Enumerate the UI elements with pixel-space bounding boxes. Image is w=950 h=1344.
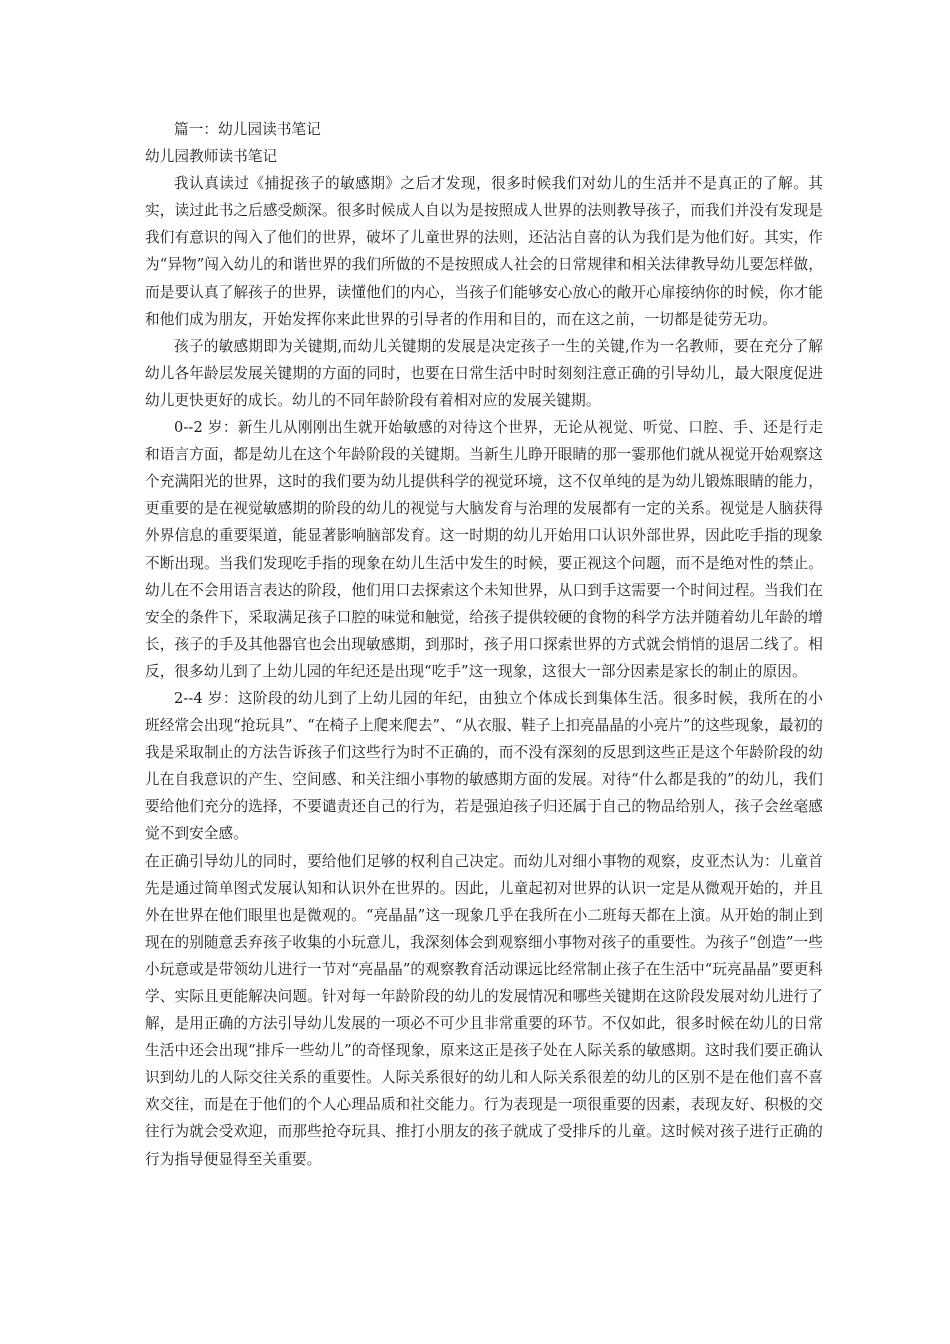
paragraph-sensitive-period: 孩子的敏感期即为关键期,而幼儿关键期的发展是决定孩子一生的关键,作为一名教师，要在充分了解幼儿各年龄层发展关键期的方面的同时，也要在日常生活中时时刻刻注意正确的引导幼儿，最大限度促进幼儿更快更好的成长。幼儿的不同年龄阶段有着相对应的发展关键期。 [145,337,823,409]
document-page [145,116,823,1173]
paragraph-guidance: 在正确引导幼儿的同时，要给他们足够的权利自己决定。而幼儿对细小事物的观察，皮亚杰认为：儿童首先是通过简单图式发展认知和认识外在世界的。因此，儿童起初对世界的认识一定是从微观开始的，并且外在世界在他们眼里也是微观的。“亮晶晶”这一现象几乎在我所在小二班每天都在上演。从开始的制止到现在的别随意丢弃孩子收集的小玩意儿，我深刻体会到观察细小事物对孩子的重要性。为孩子“创造”一些小玩意或是带领幼儿进行一节对“亮晶晶”的观察教育活动课远比经常制止孩子在生活中“玩亮晶晶”要更科学、实际且更能解决问题。针对每一年龄阶段的幼儿的发展情况和哪些关键期在这阶段发展对幼儿进行了解，是用正确的方法引导幼儿发展的一项必不可少且非常重要的环节。不仅如此，很多时候在幼儿的日常生活中还会出现“排斥一些幼儿”的奇怪现象，原来这正是孩子处在人际关系的敏感期。这时我们要正确认识到幼儿的人际交往关系的重要性。人际关系很好的幼儿和人际关系很差的幼儿的区别不是在他们喜不喜欢交往，而是在于他们的个人心理品质和社交能力。行为表现是一项很重要的因素，表现友好、积极的交往行为就会受欢迎，而那些抢夺玩具、推打小朋友的孩子就成了受排斥的儿童。这时候对孩子进行正确的行为指导便显得至关重要。 [145,852,823,1168]
paragraph-age-0-2: 0--2 岁：新生儿从刚刚出生就开始敏感的对待这个世界，无论从视觉、听觉、口腔、手、还是行走和语言方面，都是幼儿在这个年龄阶段的关键期。当新生儿睁开眼睛的那一霎那他们就从视觉开始观察这个充满阳光的世界，这时的我们要为幼儿提供科学的视觉环境，这不仅单纯的是为幼儿锻炼眼睛的能力，更重要的是在视觉敏感期的阶段的幼儿的视觉与大脑发育与治理的发展都有一定的关系。视觉是人脑获得外界信息的重要渠道，能显著影响脑部发育。这一时期的幼儿开始用口认识外部世界，因此吃手指的现象不断出现。当我们发现吃手指的现象在幼儿生活中发生的时候，要正视这个问题，而不是绝对性的禁止。幼儿在不会用语言表达的阶段，他们用口去探索这个未知世界，从口到手这需要一个时间过程。当我们在安全的条件下，采取满足孩子口腔的味觉和触觉，给孩子提供较硬的食物的科学方法并随着幼儿年龄的增长，孩子的手及其他器官也会出现敏感期，到那时，孩子用口探索世界的方式就会悄悄的退居二线了。相反，很多幼儿到了上幼儿园的年纪还是出现“吃手”这一现象，这很大一部分因素是家长的制止的原因。 [145,419,823,680]
paragraph-intro: 我认真读过《捕捉孩子的敏感期》之后才发现，很多时候我们对幼儿的生活并不是真正的了解。其实，读过此书之后感受颇深。很多时候成人自以为是按照成人世界的法则教导孩子，而我们并没有发现是我们有意识的闯入了他们的世界，破坏了儿童世界的法则，还沾沾自喜的认为我们是为他们好。其实，作为“异物”闯入幼儿的和谐世界的我们所做的不是按照成人社会的日常规律和相关法律教导幼儿要怎样做，而是要认真了解孩子的世界，读懂他们的内心，当孩子们能够安心放心的敞开心扉接纳你的时候，你才能和他们成为朋友，开始发挥你来此世界的引导者的作用和目的，而在这之前，一切都是徒劳无功。 [145,175,823,328]
paragraph-age-2-4: 2--4 岁：这阶段的幼儿到了上幼儿园的年纪，由独立个体成长到集体生活。很多时候，我所在的小班经常会出现“抢玩具”、“在椅子上爬来爬去”、“从衣服、鞋子上扣亮晶晶的小亮片”的这些现象，最初的我是采取制止的方法告诉孩子们这些行为时不正确的，而不没有深刻的反思到这些正是这个年龄阶段的幼儿在自我意识的产生、空间感、和关注细小事物的敏感期方面的发展。对待“什么都是我的”的幼儿，我们要给他们充分的选择，不要谴责还自己的行为，若是强迫孩子归还属于自己的物品给别人，孩子会丝毫感觉不到安全感。 [145,689,823,843]
article-title: 幼儿园教师读书笔记 [145,148,278,166]
section-title: 篇一：幼儿园读书笔记 [174,121,321,138]
